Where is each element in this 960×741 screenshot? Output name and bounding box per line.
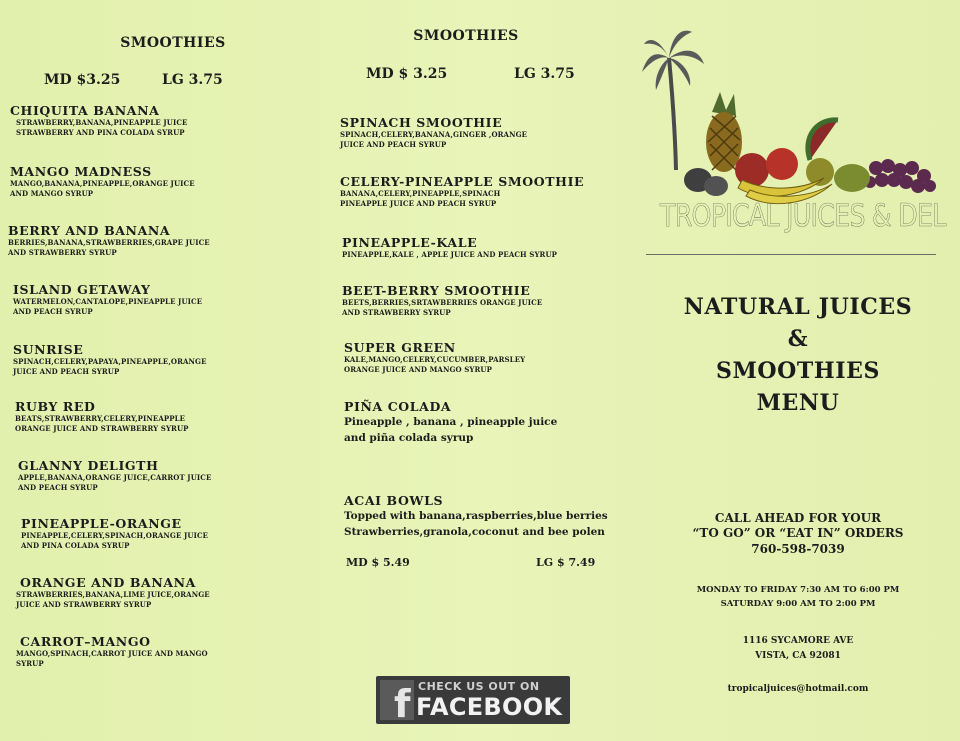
item-name: PINEAPPLE-ORANGE (21, 516, 182, 531)
item-desc: SPINACH,CELERY,BANANA,GINGER ,ORANGE JUICE AND PEACH SYRUP (340, 130, 528, 149)
menu-item (342, 236, 557, 260)
heading-line-4: MENU (756, 390, 840, 416)
call-ahead-line-2: “TO GO” OR “EAT IN” ORDERS (692, 526, 904, 540)
item-desc: Pineapple , banana , pineapple juice and piña colada syrup (344, 416, 558, 444)
right-column (642, 0, 954, 741)
menu-item (18, 459, 211, 492)
item-name: MANGO MADNESS (10, 164, 152, 179)
left-price-md: MD $3.25 (44, 72, 121, 88)
menu-item (16, 576, 210, 609)
facebook-line1: CHECK US OUT ON (418, 680, 540, 693)
facebook-line2: FACEBOOK (416, 693, 563, 721)
item-name: ORANGE AND BANANA (20, 575, 196, 590)
menu-item-acai (344, 494, 608, 540)
item-desc: MANGO,SPINACH,CARROT JUICE AND MANGO SYRUP (16, 649, 208, 668)
item-desc: BERRIES,BANANA,STRAWBERRIES,GRAPE JUICE AND STRAWBERRY SYRUP (8, 238, 210, 257)
menu-item (8, 224, 210, 257)
middle-price-lg: LG 3.75 (514, 66, 575, 82)
heading-line-2: & (787, 326, 809, 352)
menu-item (15, 400, 189, 433)
item-desc: BEATS,STRAWBERRY,CELERY,PINEAPPLE ORANGE JUICE AND STRAWBERRY SYRUP (15, 414, 189, 433)
item-name: PINEAPPLE-KALE (342, 235, 478, 250)
middle-column (336, 0, 636, 741)
item-desc: Topped with banana,raspberries,blue berries Strawberries,granola,coconut and bee polen (344, 510, 608, 538)
item-desc: KALE,MANGO,CELERY,CUCUMBER,PARSLEY ORANGE JUICE AND MANGO SYRUP (344, 355, 526, 374)
facebook-icon: f (380, 680, 414, 720)
hours-saturday: SATURDAY 9:00 AM TO 2:00 PM (720, 599, 876, 609)
item-name: SPINACH SMOOTHIE (340, 115, 503, 130)
item-name: SUNRISE (13, 342, 84, 357)
menu-item (340, 175, 584, 208)
left-price-lg: LG 3.75 (162, 72, 223, 88)
item-name: ISLAND GETAWAY (13, 282, 151, 297)
middle-section-title: SMOOTHIES (413, 28, 519, 44)
item-desc: STRAWBERRY,BANANA,PINEAPPLE JUICE STRAWBERRY AND PINA COLADA SYRUP (16, 118, 188, 137)
item-desc: MANGO,BANANA,PINEAPPLE,ORANGE JUICE AND MANGO SYRUP (10, 179, 195, 198)
left-section-title: SMOOTHIES (120, 35, 226, 51)
divider (646, 254, 936, 255)
item-name: RUBY RED (15, 399, 96, 414)
heading-line-1: NATURAL JUICES (683, 294, 913, 320)
item-name: ACAI BOWLS (344, 493, 444, 508)
item-name: BERRY AND BANANA (8, 223, 171, 238)
menu-item (13, 283, 202, 316)
item-desc: SPINACH,CELERY,PAPAYA,PINEAPPLE,ORANGE JUICE AND PEACH SYRUP (13, 357, 207, 376)
left-column (8, 0, 326, 741)
menu-item (10, 165, 195, 198)
item-desc: PINEAPPLE,KALE , APPLE JUICE AND PEACH SYRUP (342, 250, 558, 259)
item-desc: WATERMELON,CANTALOPE,PINEAPPLE JUICE AND PEACH SYRUP (13, 297, 203, 316)
item-desc: STRAWBERRIES,BANANA,LIME JUICE,ORANGE JUICE AND STRAWBERRY SYRUP (16, 590, 210, 609)
item-name: BEET-BERRY SMOOTHIE (342, 283, 531, 298)
acai-price-md: MD $ 5.49 (346, 556, 410, 569)
menu-item (342, 284, 542, 317)
menu-item-pina-colada (344, 400, 557, 446)
address-line-2: VISTA, CA 92081 (755, 651, 841, 661)
middle-price-md: MD $ 3.25 (366, 66, 448, 82)
phone-number: 760-598-7039 (751, 542, 845, 556)
menu-item (344, 341, 525, 374)
menu-item (16, 635, 208, 668)
menu-item (10, 104, 188, 137)
heading-line-3: SMOOTHIES (715, 358, 881, 384)
facebook-badge[interactable] (376, 676, 570, 724)
item-name: SUPER GREEN (344, 340, 456, 355)
item-name: CELERY-PINEAPPLE SMOOTHIE (340, 174, 585, 189)
item-desc: PINEAPPLE,CELERY,SPINACH,ORANGE JUICE AND PINA COLADA SYRUP (21, 531, 209, 550)
menu-item (13, 343, 207, 376)
call-ahead-line-1: CALL AHEAD FOR YOUR (714, 511, 882, 525)
item-desc: APPLE,BANANA,ORANGE JUICE,CARROT JUICE AND PEACH SYRUP (18, 473, 212, 492)
menu-item (340, 116, 527, 149)
hours-weekday: MONDAY TO FRIDAY 7:30 AM TO 6:00 PM (696, 585, 900, 595)
item-name: GLANNY DELIGTH (18, 458, 159, 473)
item-name: PIÑA COLADA (344, 399, 452, 414)
item-name: CHIQUITA BANANA (10, 103, 160, 118)
address-line-1: 1116 SYCAMORE AVE (742, 636, 854, 646)
item-desc: BEETS,BERRIES,SRTAWBERRIES ORANGE JUICE AND STRAWBERRY SYRUP (342, 298, 543, 317)
logo-text: TROPICAL JUICES & DEL (660, 198, 946, 234)
menu-item (21, 517, 208, 550)
item-name: CARROT–MANGO (20, 634, 151, 649)
item-desc: BANANA,CELERY,PINEAPPLE,SPINACH PINEAPPLE JUICE AND PEACH SYRUP (340, 189, 501, 208)
acai-price-lg: LG $ 7.49 (536, 556, 596, 569)
email-link[interactable]: tropicaljuices@hotmail.com (727, 684, 869, 694)
